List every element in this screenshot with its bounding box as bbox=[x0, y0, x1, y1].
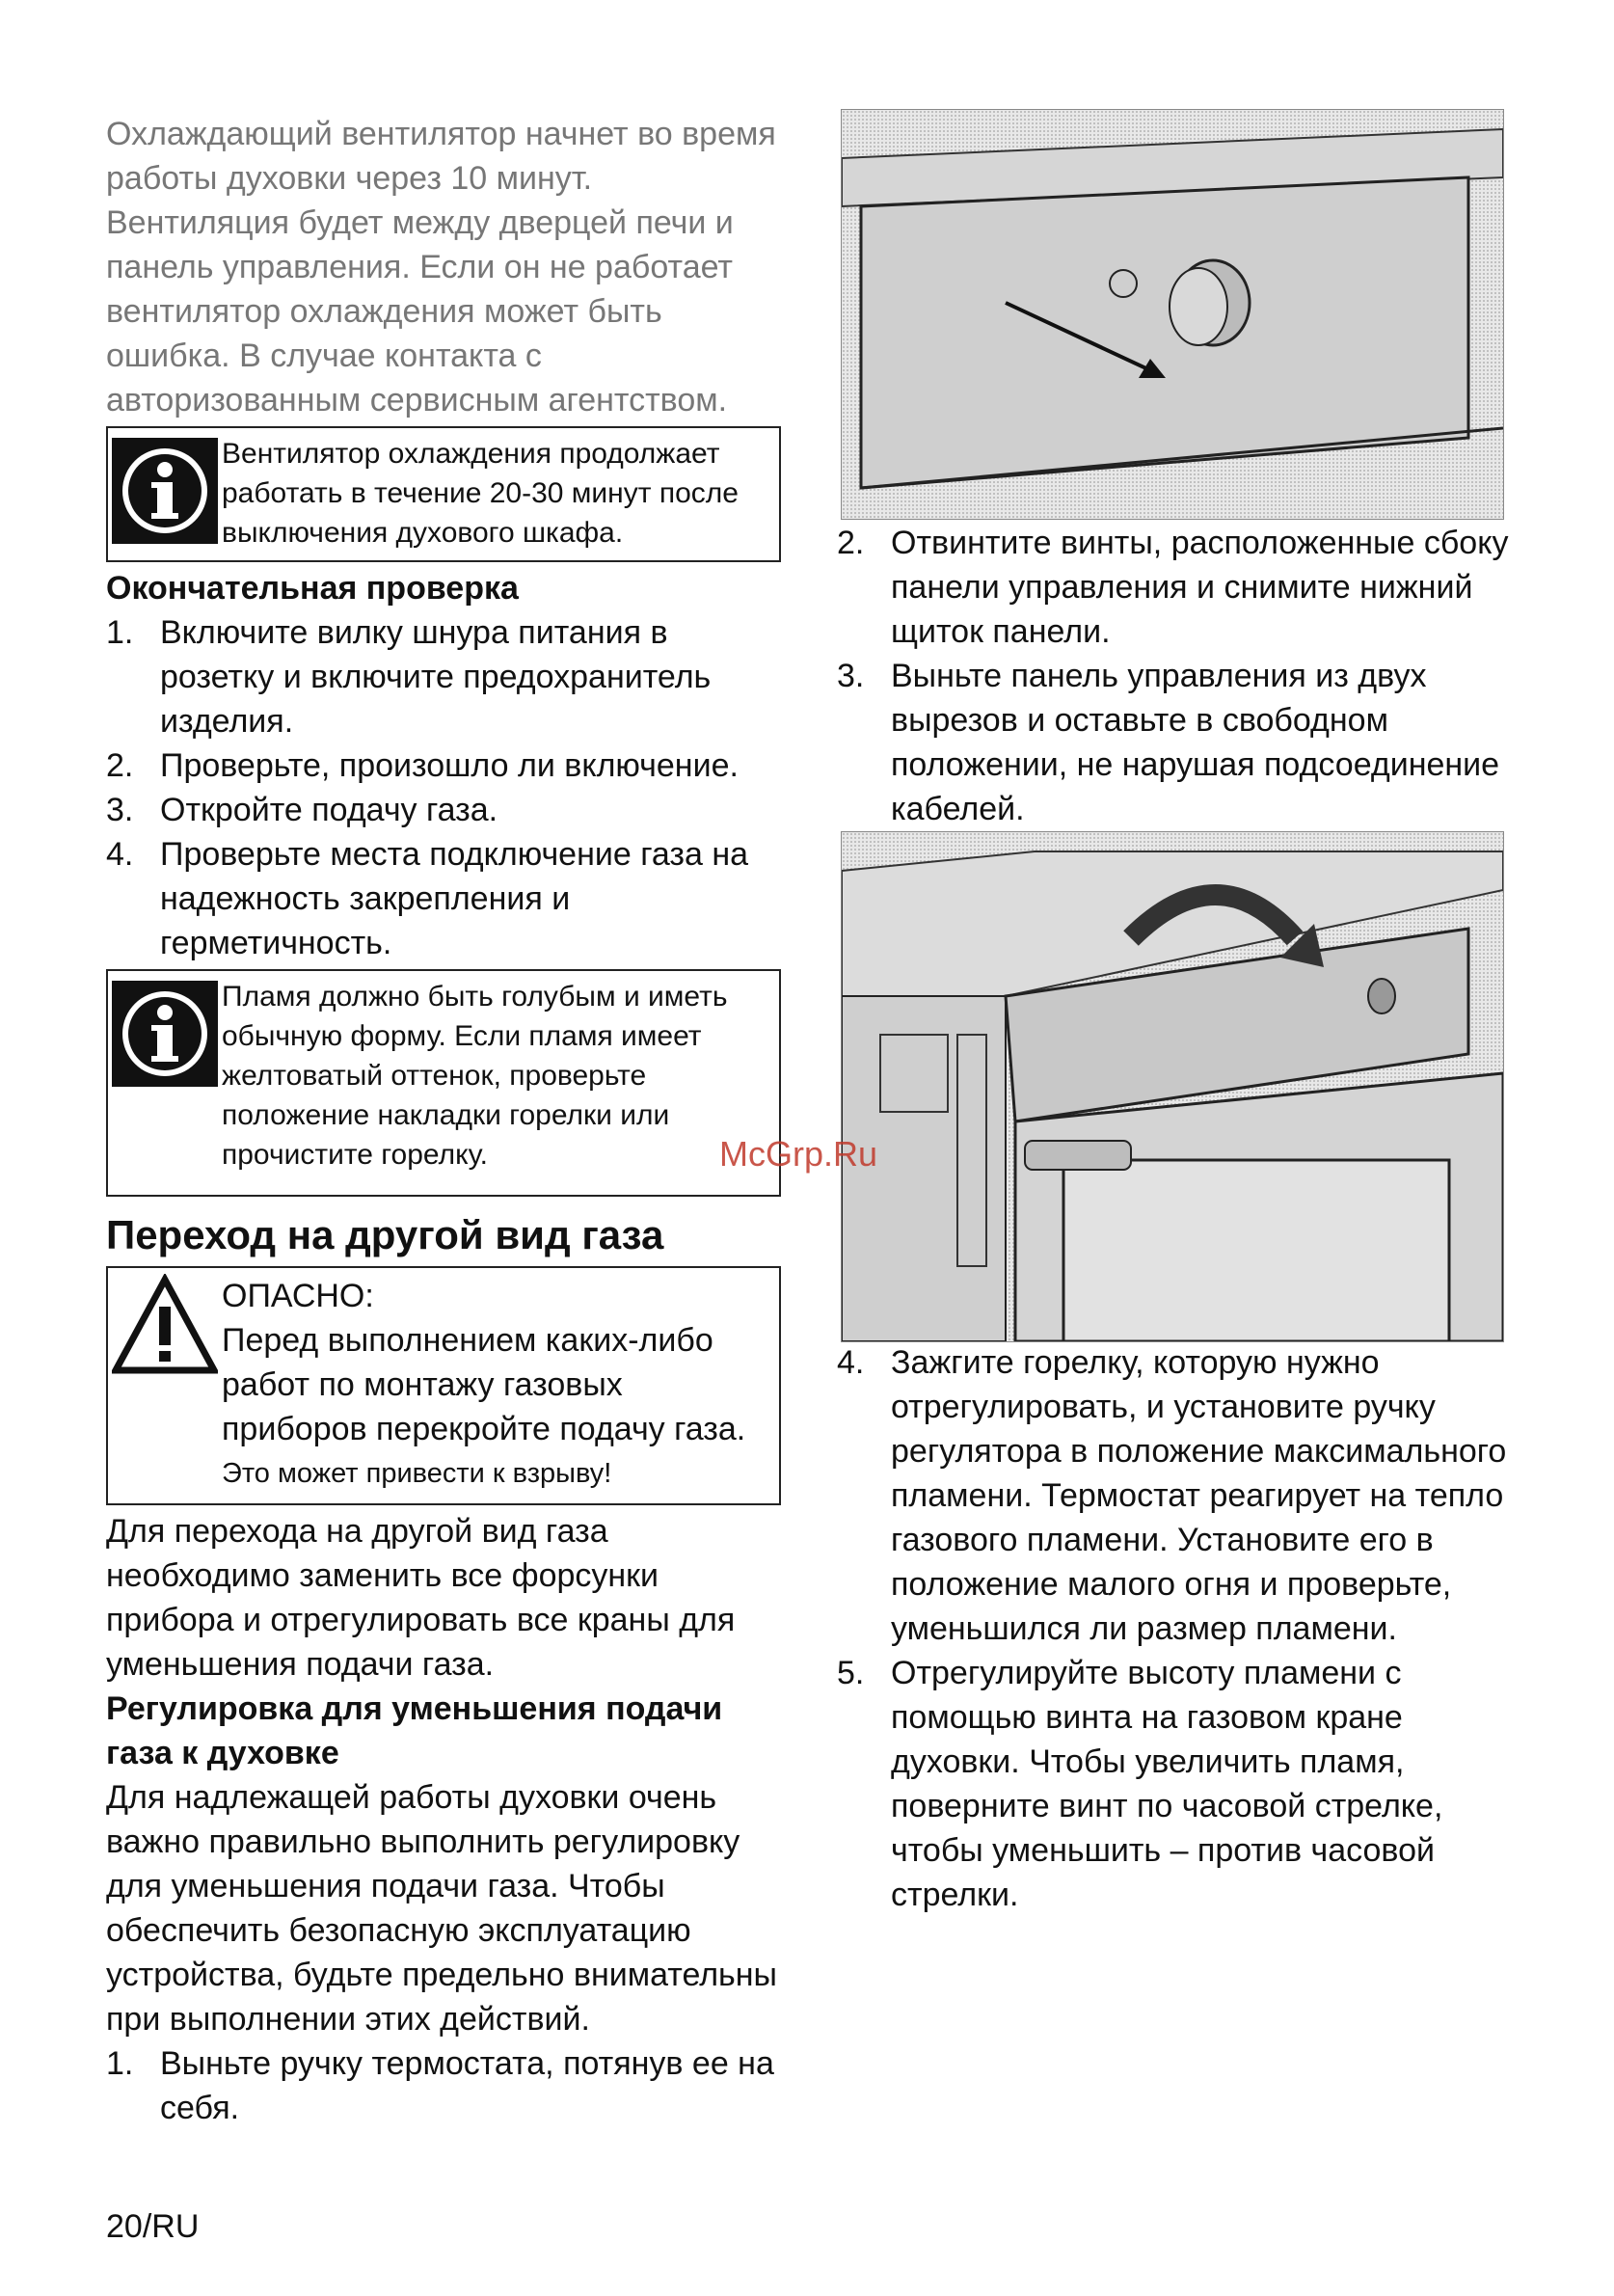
info-fan-text: Вентилятор охлаждения продолжает работать в течение 20-30 минут после выключения духового шкафа. bbox=[222, 438, 739, 549]
danger-box bbox=[106, 1266, 781, 1505]
info-icon bbox=[112, 438, 218, 544]
warning-triangle-icon bbox=[112, 1274, 218, 1380]
info-box-fan bbox=[106, 426, 781, 562]
list-item: 2. Отвинтите винты, расположенные сбоку панели управления и снимите нижний щиток панели. bbox=[837, 525, 1509, 650]
info-icon bbox=[112, 981, 218, 1087]
steps-list-b bbox=[837, 1340, 1512, 1917]
list-item: 3. Откройте подачу газа. bbox=[106, 792, 498, 828]
page-number: 20/RU bbox=[106, 2208, 200, 2245]
final-check-list bbox=[106, 610, 781, 965]
final-check-heading: Окончательная проверка bbox=[106, 570, 519, 607]
steps-list-a bbox=[837, 521, 1512, 831]
watermark: McGrp.Ru bbox=[719, 1134, 878, 1174]
gas-change-paragraph: Для перехода на другой вид газа необходимо заменить все форсунки прибора и отрегулировать все краны для уменьшения подачи газа. bbox=[106, 1513, 736, 1683]
intro-paragraph: Охлаждающий вентилятор начнет во время работы духовки через 10 минут. Вентиляция будет между дверцей печи и панель управления. Если он не работает вентилятор охлаждения может быть ошибка. В случае контакта с авторизованным сервисным агентством. bbox=[106, 116, 776, 419]
right-column-a bbox=[837, 521, 1512, 831]
list-item: 1. Включите вилку шнура питания в розетку и включите предохранитель изделия. bbox=[106, 614, 712, 740]
right-column-b bbox=[837, 1340, 1512, 1917]
info-box-flame bbox=[106, 969, 781, 1197]
list-item: 2. Проверьте, произошло ли включение. bbox=[106, 747, 739, 784]
gas-change-heading: Переход на другой вид газа bbox=[106, 1212, 664, 1257]
danger-note: Это может привести к взрыву! bbox=[222, 1458, 612, 1489]
list-item: 4. Зажгите горелку, которую нужно отрегулировать, и установите ручку регулятора в положение максимального пламени. Термостат реагирует на тепло газового пламени. Установите его в положение малого огня и проверьте, уменьшился ли размер пламени. bbox=[837, 1344, 1507, 1647]
regulation-list bbox=[106, 2041, 781, 2130]
list-item: 1. Выньте ручку термостата, потянув ее на себя. bbox=[106, 2045, 774, 2126]
figure-control-panel-removal bbox=[841, 831, 1504, 1342]
figure-control-panel-screws bbox=[841, 109, 1504, 520]
list-item: 5. Отрегулируйте высоту пламени с помощью винта на газовом кране духовки. Чтобы увеличить пламя, поверните винт по часовой стрелке, чтобы уменьшить – против часовой стрелки. bbox=[837, 1655, 1443, 1913]
oven-panel-illustration bbox=[842, 110, 1503, 519]
info-flame-text: Пламя должно быть голубым и иметь обычную форму. Если пламя имеет желтоватый оттенок, проверьте положение накладки горелки или прочистите горелку. bbox=[222, 981, 728, 1171]
left-column bbox=[106, 112, 781, 2130]
regulation-heading: Регулировка для уменьшения подачи газа к духовке bbox=[106, 1690, 723, 1771]
list-item: 4. Проверьте места подключение газа на надежность закрепления и герметичность. bbox=[106, 836, 749, 961]
danger-title: ОПАСНО: bbox=[222, 1278, 374, 1314]
list-item: 3. Выньте панель управления из двух вырезов и оставьте в свободном положении, не нарушая подсоединение кабелей. bbox=[837, 658, 1500, 827]
danger-text: Перед выполнением каких-либо работ по монтажу газовых приборов перекройте подачу газа. bbox=[222, 1322, 746, 1447]
oven-cabinet-illustration bbox=[842, 832, 1503, 1341]
regulation-paragraph: Для надлежащей работы духовки очень важно правильно выполнить регулировку для уменьшения подачи газа. Чтобы обеспечить безопасную эксплуатацию устройства, будьте предельно внимательны при выполнении этих действий. bbox=[106, 1779, 777, 2038]
